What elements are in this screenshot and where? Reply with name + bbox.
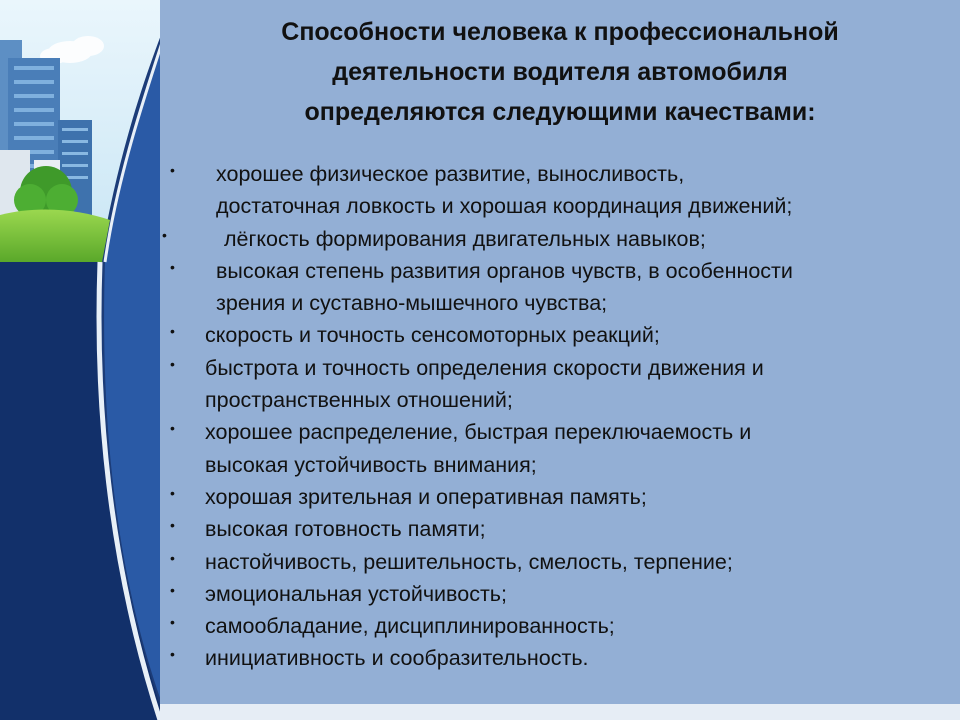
bullet-text: пространственных отношений; [205,388,513,413]
bullet-item [160,255,960,320]
bullet-text: высокая готовность памяти; [205,517,486,542]
bullet-item [160,546,960,578]
bottom-strip [160,704,960,720]
title-line: определяются следующими качествами: [304,98,816,126]
bullet-item [160,158,960,223]
bullet-text: настойчивость, решительность, смелость, терпение; [205,549,733,574]
bullet-item [160,513,960,545]
bullet-item [160,352,960,417]
bullet-item [160,223,960,255]
bullet-dot-icon: • [170,355,175,372]
bullet-dot-icon: • [170,581,175,598]
bullet-dot-icon: • [170,614,175,631]
bullet-item [160,481,960,513]
bullet-dot-icon: • [170,162,175,178]
bullet-text: высокая степень развития органов чувств, в особенности [216,258,793,283]
content-panel [160,0,960,704]
bullet-text: скорость и точность сенсомоторных реакций; [205,323,660,348]
bullet-item [160,416,960,481]
bullet-dot-icon: • [170,323,175,340]
title-line: деятельности водителя автомобиля [332,58,788,86]
bullet-text: достаточная ловкость и хорошая координация движений; [216,194,793,219]
bullet-text: хорошее физическое развитие, выносливость, [216,162,685,186]
bullet-text: инициативность и сообразительность. [205,646,589,671]
bullet-dot-icon: • [170,484,175,501]
bullet-dot-icon: • [170,549,175,566]
bullet-dot-icon: • [170,258,175,275]
bullet-text: лёгкость формирования двигательных навыков; [224,226,706,251]
bullet-text: самообладание, дисциплинированность; [205,614,615,639]
bullet-list [160,158,960,675]
bullet-text: высокая устойчивость внимания; [205,452,537,477]
bullet-dot-icon: • [170,517,175,534]
bullet-text: хорошее распределение, быстрая переключаемость и [205,420,752,445]
title-line: Способности человека к профессиональной [281,18,839,46]
bullet-dot-icon: • [162,226,167,243]
bullet-item [160,610,960,642]
bullet-item [160,642,960,674]
bullet-text: зрения и суставно-мышечного чувства; [216,291,608,316]
bullet-item [160,319,960,351]
bullet-text: быстрота и точность определения скорости движения и [205,355,764,380]
bullet-text: эмоциональная устойчивость; [205,581,507,606]
slide-title [160,0,960,132]
bullet-dot-icon: • [170,646,175,663]
bullet-text: хорошая зрительная и оперативная память; [205,484,647,509]
bullet-item [160,578,960,610]
bullet-dot-icon: • [170,420,175,437]
